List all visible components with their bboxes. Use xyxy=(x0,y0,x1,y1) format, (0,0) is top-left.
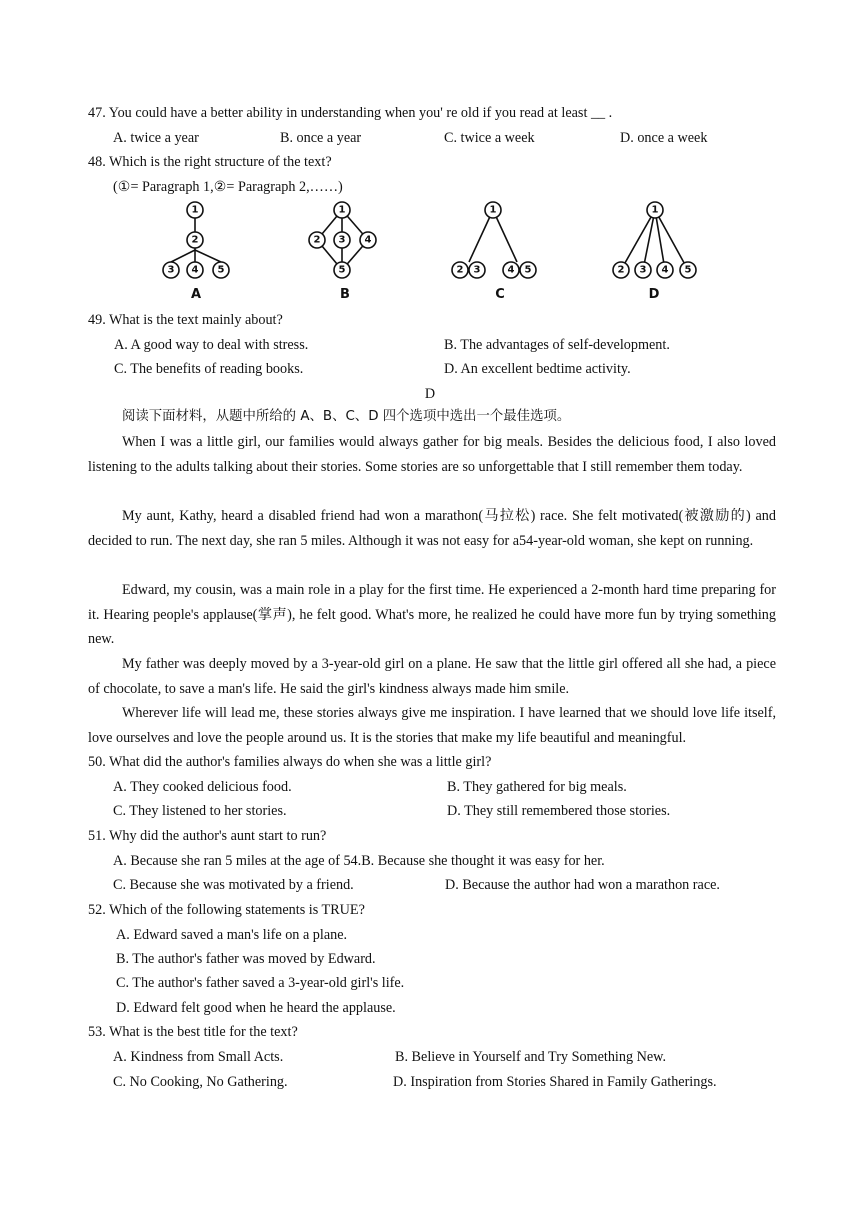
svg-text:1: 1 xyxy=(651,204,659,216)
svg-text:1: 1 xyxy=(191,204,199,216)
question-49-option-d: D. An excellent bedtime activity. xyxy=(444,361,631,377)
question-53-stem: 53. What is the best title for the text? xyxy=(88,1024,298,1040)
question-49-option-a: A. A good way to deal with stress. xyxy=(114,337,309,353)
diagram-label-d: D xyxy=(648,287,660,302)
structure-diagram-b xyxy=(300,198,390,303)
question-50-stem: 50. What did the author's families always do when she was a little girl? xyxy=(88,754,492,770)
passage-paragraph-4: My father was deeply moved by a 3-year-old girl on a plane. He saw that the little girl offered all she had, a piece of chocolate, to save a man's life. He said the girl's kindness always made him smile. xyxy=(88,656,776,697)
node-3 xyxy=(163,262,179,278)
question-52-stem: 52. Which of the following statements is TRUE? xyxy=(88,902,365,918)
node-2 xyxy=(613,262,629,278)
node-1 xyxy=(647,202,663,218)
diagram-label-b: B xyxy=(340,287,350,302)
section-instruction: 阅读下面材料，从题中所给的 A、B、C、D 四个选项中选出一个最佳选项。 xyxy=(122,409,571,424)
question-50-option-a: A. They cooked delicious food. xyxy=(113,779,292,795)
question-47-option-d: D. once a week xyxy=(620,130,708,146)
node-2 xyxy=(187,232,203,248)
question-48-stem: 48. Which is the right structure of the text? xyxy=(88,154,332,170)
structure-diagram-c xyxy=(447,198,547,303)
passage-paragraph-2: My aunt, Kathy, heard a disabled friend had won a marathon(马拉松) race. She felt motivated(被激励的) and decided to run. The next day, she ran 5 miles. Although it was not easy for a54-year-old woman, she kept on running. xyxy=(88,508,776,549)
node-5 xyxy=(334,262,350,278)
question-49-option-c: C. The benefits of reading books. xyxy=(114,361,304,377)
passage-paragraph-1: When I was a little girl, our families would always gather for big meals. Besides the delicious food, I also loved listening to the adults talking about their stories. Some stories are so unforgettable that I still remember them today. xyxy=(88,434,776,475)
question-47-stem: 47. You could have a better ability in understanding when you' re old if you read at least __ . xyxy=(88,105,613,121)
question-50-option-d: D. They still remembered those stories. xyxy=(447,803,671,819)
node-3 xyxy=(334,232,350,248)
svg-text:4: 4 xyxy=(661,264,669,276)
node-4 xyxy=(503,262,519,278)
node-5 xyxy=(213,262,229,278)
passage-paragraph-5: Wherever life will lead me, these stories always give me inspiration. I have learned that we should love life itself, love ourselves and love the people around us. It is the stories that make my life beautiful and meaningful. xyxy=(88,705,776,746)
node-1 xyxy=(334,202,350,218)
passage-paragraph-3: Edward, my cousin, was a main role in a play for the first time. He experienced a 2-month hard time preparing for it. Hearing people's applause(掌声), he felt good. What's more, he realized he could have more fun by trying something new. xyxy=(88,582,776,648)
question-49-stem: 49. What is the text mainly about? xyxy=(88,312,283,328)
node-3 xyxy=(635,262,651,278)
node-2 xyxy=(309,232,325,248)
question-47-option-b: B. once a year xyxy=(280,130,362,146)
svg-text:5: 5 xyxy=(684,264,692,276)
svg-text:4: 4 xyxy=(191,264,199,276)
diagram-label-c: C xyxy=(495,287,505,302)
svg-text:2: 2 xyxy=(617,264,625,276)
svg-text:2: 2 xyxy=(191,234,199,246)
question-52-option-a: A. Edward saved a man's life on a plane. xyxy=(116,927,348,943)
question-50-option-c: C. They listened to her stories. xyxy=(113,803,287,819)
question-51-option-d: D. Because the author had won a marathon race. xyxy=(445,877,720,893)
svg-text:1: 1 xyxy=(489,204,497,216)
question-51-stem: 51. Why did the author's aunt start to run? xyxy=(88,828,327,844)
node-4 xyxy=(187,262,203,278)
question-53-option-a: A. Kindness from Small Acts. xyxy=(113,1049,284,1065)
question-52-option-c: C. The author's father saved a 3-year-old girl's life. xyxy=(116,975,405,991)
svg-text:3: 3 xyxy=(639,264,647,276)
svg-text:2: 2 xyxy=(456,264,464,276)
structure-diagram-a xyxy=(155,198,245,303)
structure-diagram-d xyxy=(608,198,708,303)
node-5 xyxy=(520,262,536,278)
question-51-option-ab: A. Because she ran 5 miles at the age of 54.B. Because she thought it was easy for her. xyxy=(113,853,605,869)
diagram-label-a: A xyxy=(190,287,202,302)
svg-text:3: 3 xyxy=(338,234,346,246)
node-5 xyxy=(680,262,696,278)
question-53-option-d: D. Inspiration from Stories Shared in Family Gatherings. xyxy=(393,1074,717,1090)
node-1 xyxy=(485,202,501,218)
svg-text:5: 5 xyxy=(338,264,346,276)
question-49-option-b: B. The advantages of self-development. xyxy=(444,337,670,353)
node-4 xyxy=(657,262,673,278)
node-1 xyxy=(187,202,203,218)
question-52-option-b: B. The author's father was moved by Edward. xyxy=(116,951,376,967)
question-48-note: (①= Paragraph 1,②= Paragraph 2,……) xyxy=(113,179,343,195)
question-47-option-c: C. twice a week xyxy=(444,130,535,146)
node-3 xyxy=(469,262,485,278)
svg-text:5: 5 xyxy=(217,264,225,276)
question-51-option-c: C. Because she was motivated by a friend. xyxy=(113,877,354,893)
svg-text:3: 3 xyxy=(167,264,175,276)
svg-text:5: 5 xyxy=(524,264,532,276)
question-53-option-c: C. No Cooking, No Gathering. xyxy=(113,1074,288,1090)
question-50-option-b: B. They gathered for big meals. xyxy=(447,779,627,795)
question-53-option-b: B. Believe in Yourself and Try Something New. xyxy=(395,1049,667,1065)
question-47-option-a: A. twice a year xyxy=(113,130,199,146)
section-letter: D xyxy=(424,386,436,402)
question-52-option-d: D. Edward felt good when he heard the applause. xyxy=(116,1000,396,1016)
svg-text:4: 4 xyxy=(507,264,515,276)
svg-text:4: 4 xyxy=(364,234,372,246)
svg-text:2: 2 xyxy=(313,234,321,246)
node-2 xyxy=(452,262,468,278)
svg-text:1: 1 xyxy=(338,204,346,216)
node-4 xyxy=(360,232,376,248)
svg-text:3: 3 xyxy=(473,264,481,276)
